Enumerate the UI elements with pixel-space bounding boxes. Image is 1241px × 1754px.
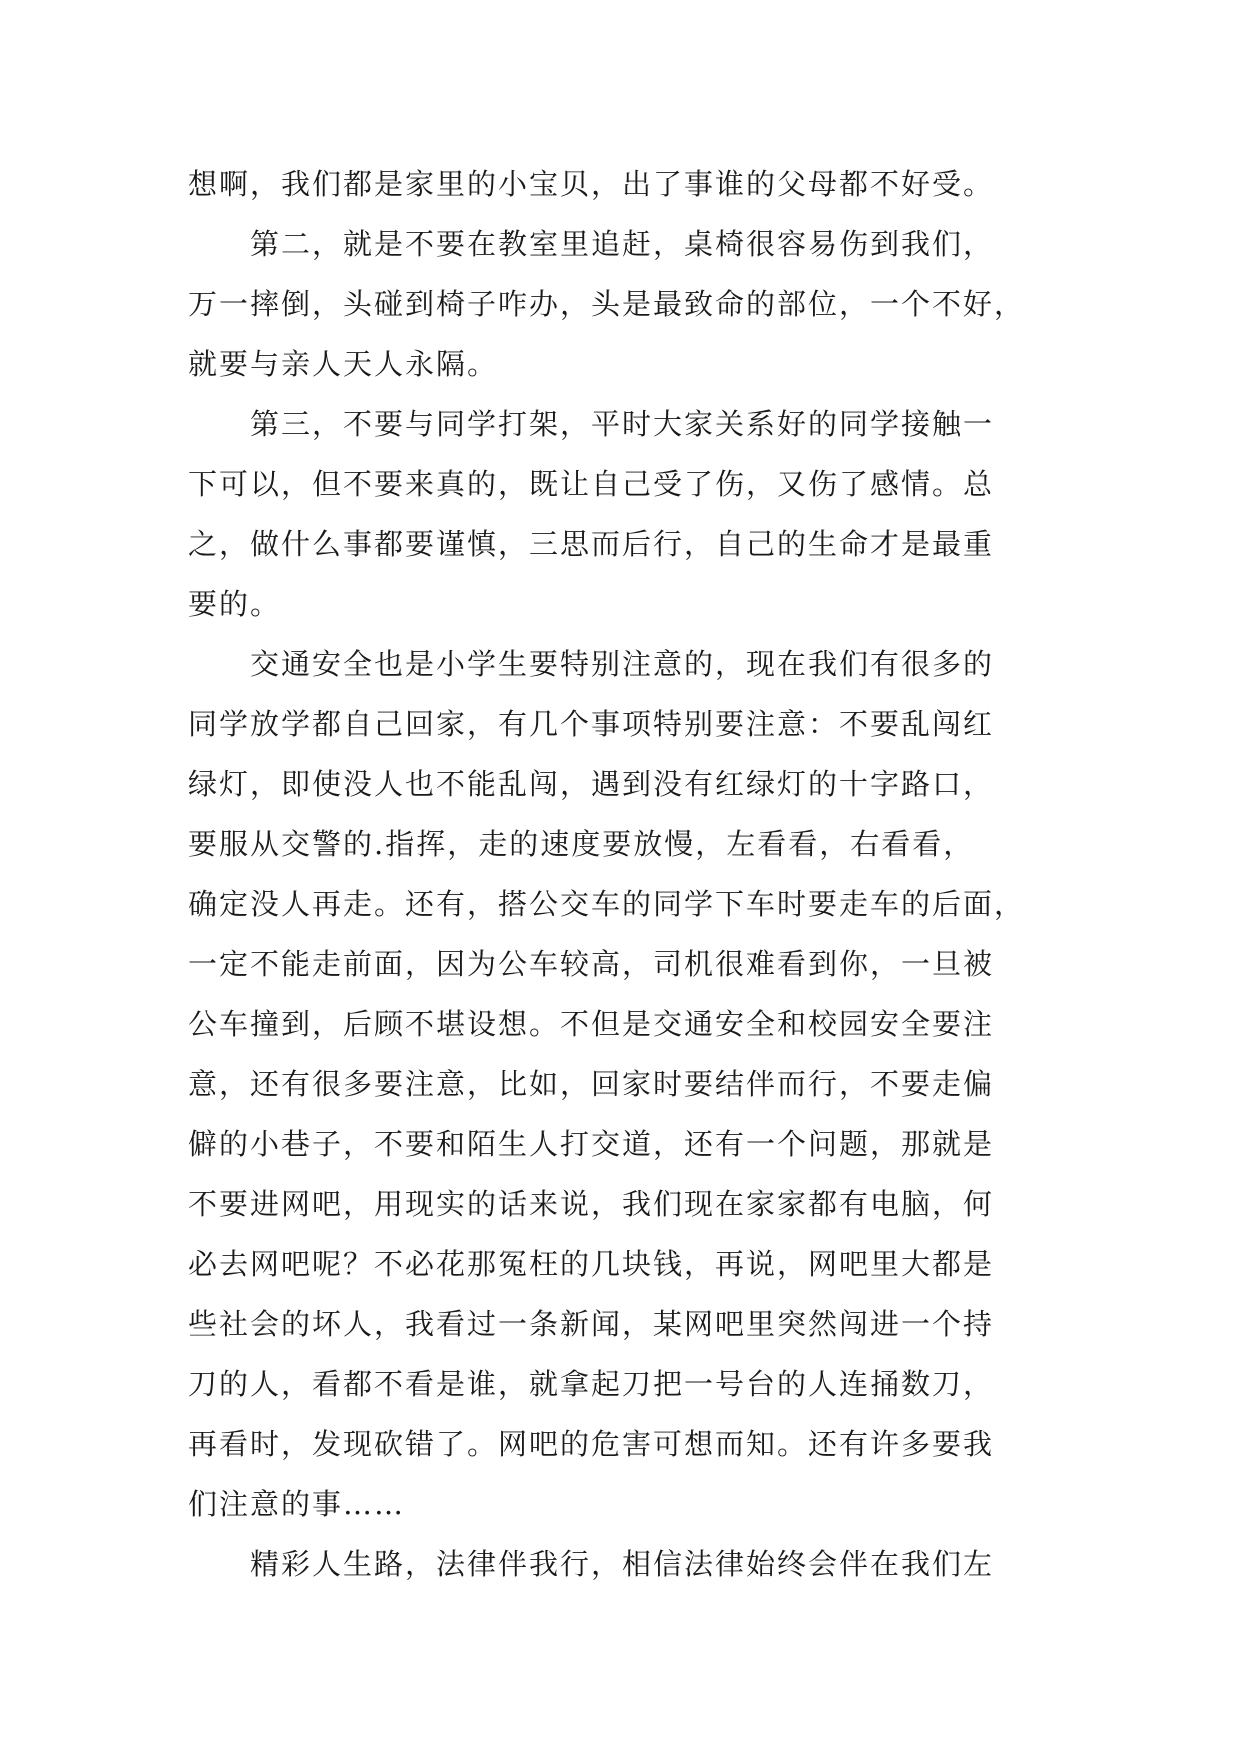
text-line: 想啊，我们都是家里的小宝贝，出了事谁的父母都不好受。 (188, 167, 995, 201)
text-line: 不要进网吧，用现实的话来说，我们现在家家都有电脑，何 (188, 1187, 995, 1221)
paragraph (188, 214, 1068, 394)
paragraph (188, 1534, 1068, 1594)
text-line: 们注意的事…… (188, 1487, 406, 1521)
text-line: 确定没人再走。还有，搭公交车的同学下车时要走车的后面， (188, 887, 1026, 921)
text-line: 再看时，发现砍错了。网吧的危害可想而知。还有许多要我 (188, 1427, 995, 1461)
text-line: 公车撞到，后顾不堪设想。不但是交通安全和校园安全要注 (188, 1007, 995, 1041)
text-line: 要的。 (188, 587, 282, 621)
text-line: 同学放学都自己回家，有几个事项特别要注意：不要乱闯红 (188, 707, 995, 741)
text-line: 绿灯，即使没人也不能乱闯，遇到没有红绿灯的十字路口， (188, 767, 995, 801)
text-line: 精彩人生路，法律伴我行，相信法律始终会伴在我们左 (250, 1547, 995, 1581)
text-line: 就要与亲人天人永隔。 (188, 347, 499, 381)
text-line: 一定不能走前面，因为公车较高，司机很难看到你，一旦被 (188, 947, 995, 981)
paragraph (188, 154, 1068, 214)
paragraph (188, 394, 1068, 634)
text-line: 些社会的坏人，我看过一条新闻，某网吧里突然闯进一个持 (188, 1307, 995, 1341)
text-line: 交通安全也是小学生要特别注意的，现在我们有很多的 (250, 647, 995, 681)
text-line: 万一摔倒，头碰到椅子咋办，头是最致命的部位，一个不好， (188, 287, 1026, 321)
text-line: 之，做什么事都要谨慎，三思而后行，自己的生命才是最重 (188, 527, 995, 561)
text-line: 必去网吧呢？不必花那冤枉的几块钱，再说，网吧里大都是 (188, 1247, 995, 1281)
text-line: 下可以，但不要来真的，既让自己受了伤，又伤了感情。总 (188, 467, 995, 501)
text-line: 僻的小巷子，不要和陌生人打交道，还有一个问题，那就是 (188, 1127, 995, 1161)
text-line: 意，还有很多要注意，比如，回家时要结伴而行，不要走偏 (188, 1067, 995, 1101)
body-text (188, 154, 1068, 1594)
paragraph (188, 634, 1068, 1534)
text-line: 第二，就是不要在教室里追赶，桌椅很容易伤到我们， (250, 227, 995, 261)
text-line: 第三，不要与同学打架，平时大家关系好的同学接触一 (250, 407, 995, 441)
text-line: 要服从交警的.指挥，走的速度要放慢，左看看，右看看， (188, 827, 975, 861)
text-line: 刀的人，看都不看是谁，就拿起刀把一号台的人连捅数刀， (188, 1367, 995, 1401)
